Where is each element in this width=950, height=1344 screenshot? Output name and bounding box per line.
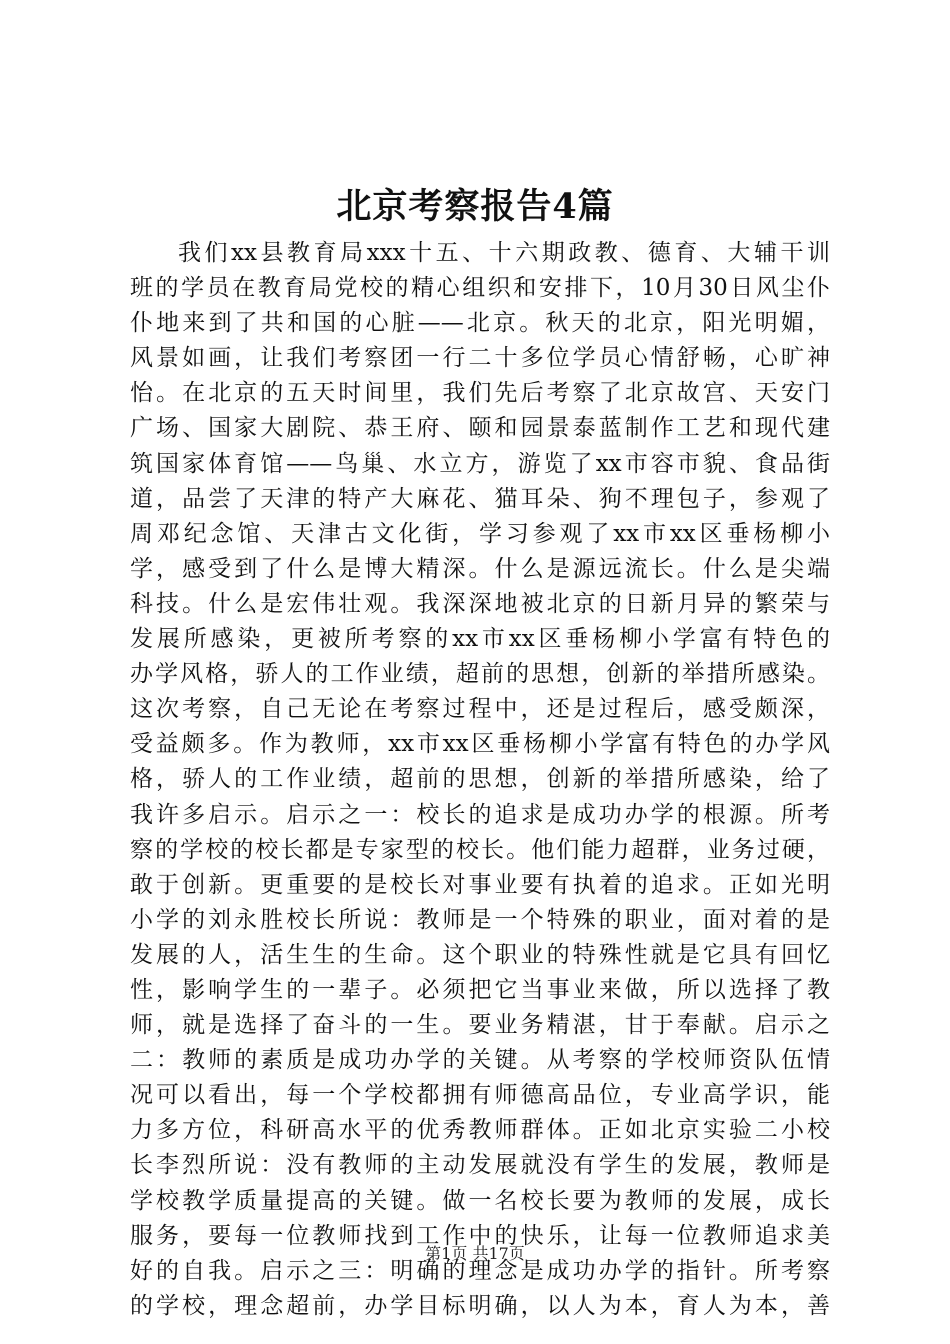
text-line: 的学校，理念超前，办学目标明确，以人为本，育人为本，善 xyxy=(130,1292,830,1319)
text-line: 发展所感染，更被所考察的xx市xx区垂杨柳小学富有特色的 xyxy=(130,626,830,653)
text-line: 师，就是选择了奋斗的一生。要业务精湛，甘于奉献。启示之 xyxy=(130,1012,830,1039)
text-line: 敢于创新。更重要的是校长对事业要有执着的追求。正如光明 xyxy=(130,871,830,898)
text-line: 力多方位，科研高水平的优秀教师群体。正如北京实验二小校 xyxy=(130,1117,830,1144)
text-line: 服务，要每一位教师找到工作中的快乐，让每一位教师追求美 xyxy=(130,1222,830,1249)
text-line: 我许多启示。启示之一：校长的追求是成功办学的根源。所考 xyxy=(130,801,830,828)
text-line: 周邓纪念馆、天津古文化街，学习参观了xx市xx区垂杨柳小 xyxy=(130,520,830,547)
text-line: 二：教师的素质是成功办学的关键。从考察的学校师资队伍情 xyxy=(130,1047,830,1074)
text-line: 格，骄人的工作业绩，超前的思想，创新的举措所感染，给了 xyxy=(130,766,830,793)
text-line: 小学的刘永胜校长所说：教师是一个特殊的职业，面对着的是 xyxy=(130,906,830,933)
document-title: 北京考察报告4篇 xyxy=(336,186,614,227)
text-line: 长李烈所说：没有教师的主动发展就没有学生的发展，教师是 xyxy=(130,1152,830,1179)
body-paragraph xyxy=(130,236,830,1324)
text-line: 道，品尝了天津的特产大麻花、猫耳朵、狗不理包子，参观了 xyxy=(130,485,830,512)
text-line: 况可以看出，每一个学校都拥有师德高品位，专业高学识，能 xyxy=(130,1082,830,1109)
text-line: 这次考察，自己无论在考察过程中，还是过程后，感受颇深， xyxy=(130,696,830,723)
text-line: 性，影响学生的一辈子。必须把它当事业来做，所以选择了教 xyxy=(130,976,830,1003)
text-line: 受益颇多。作为教师，xx市xx区垂杨柳小学富有特色的办学风 xyxy=(130,731,830,758)
text-line: 筑国家体育馆——鸟巢、水立方，游览了xx市容市貌、食品街 xyxy=(130,450,830,477)
text-line: 仆地来到了共和国的心脏——北京。秋天的北京，阳光明媚， xyxy=(130,310,830,337)
text-line: 科技。什么是宏伟壮观。我深深地被北京的日新月异的繁荣与 xyxy=(130,590,830,617)
text-line: 怡。在北京的五天时间里，我们先后考察了北京故宫、天安门 xyxy=(130,380,830,407)
text-line: 好的自我。启示之三：明确的理念是成功办学的指针。所考察 xyxy=(130,1257,830,1284)
text-line: 风景如画，让我们考察团一行二十多位学员心情舒畅，心旷神 xyxy=(130,345,830,372)
text-line: 察的学校的校长都是专家型的校长。他们能力超群，业务过硬， xyxy=(130,836,830,863)
text-line: 办学风格，骄人的工作业绩，超前的思想，创新的举措所感染。 xyxy=(130,661,830,688)
text-line: 广场、国家大剧院、恭王府、颐和园景泰蓝制作工艺和现代建 xyxy=(130,415,830,442)
text-line: 我们xx县教育局xxx十五、十六期政教、德育、大辅干训 xyxy=(178,240,830,266)
text-line: 学，感受到了什么是博大精深。什么是源远流长。什么是尖端 xyxy=(130,555,830,582)
page-footer: 第1页 共17页 xyxy=(425,1244,525,1263)
text-line: 班的学员在教育局党校的精心组织和安排下，10月30日风尘仆 xyxy=(130,275,830,302)
text-line: 学校教学质量提高的关键。做一名校长要为教师的发展，成长 xyxy=(130,1187,830,1214)
text-line: 发展的人，活生生的生命。这个职业的特殊性就是它具有回忆 xyxy=(130,941,830,968)
